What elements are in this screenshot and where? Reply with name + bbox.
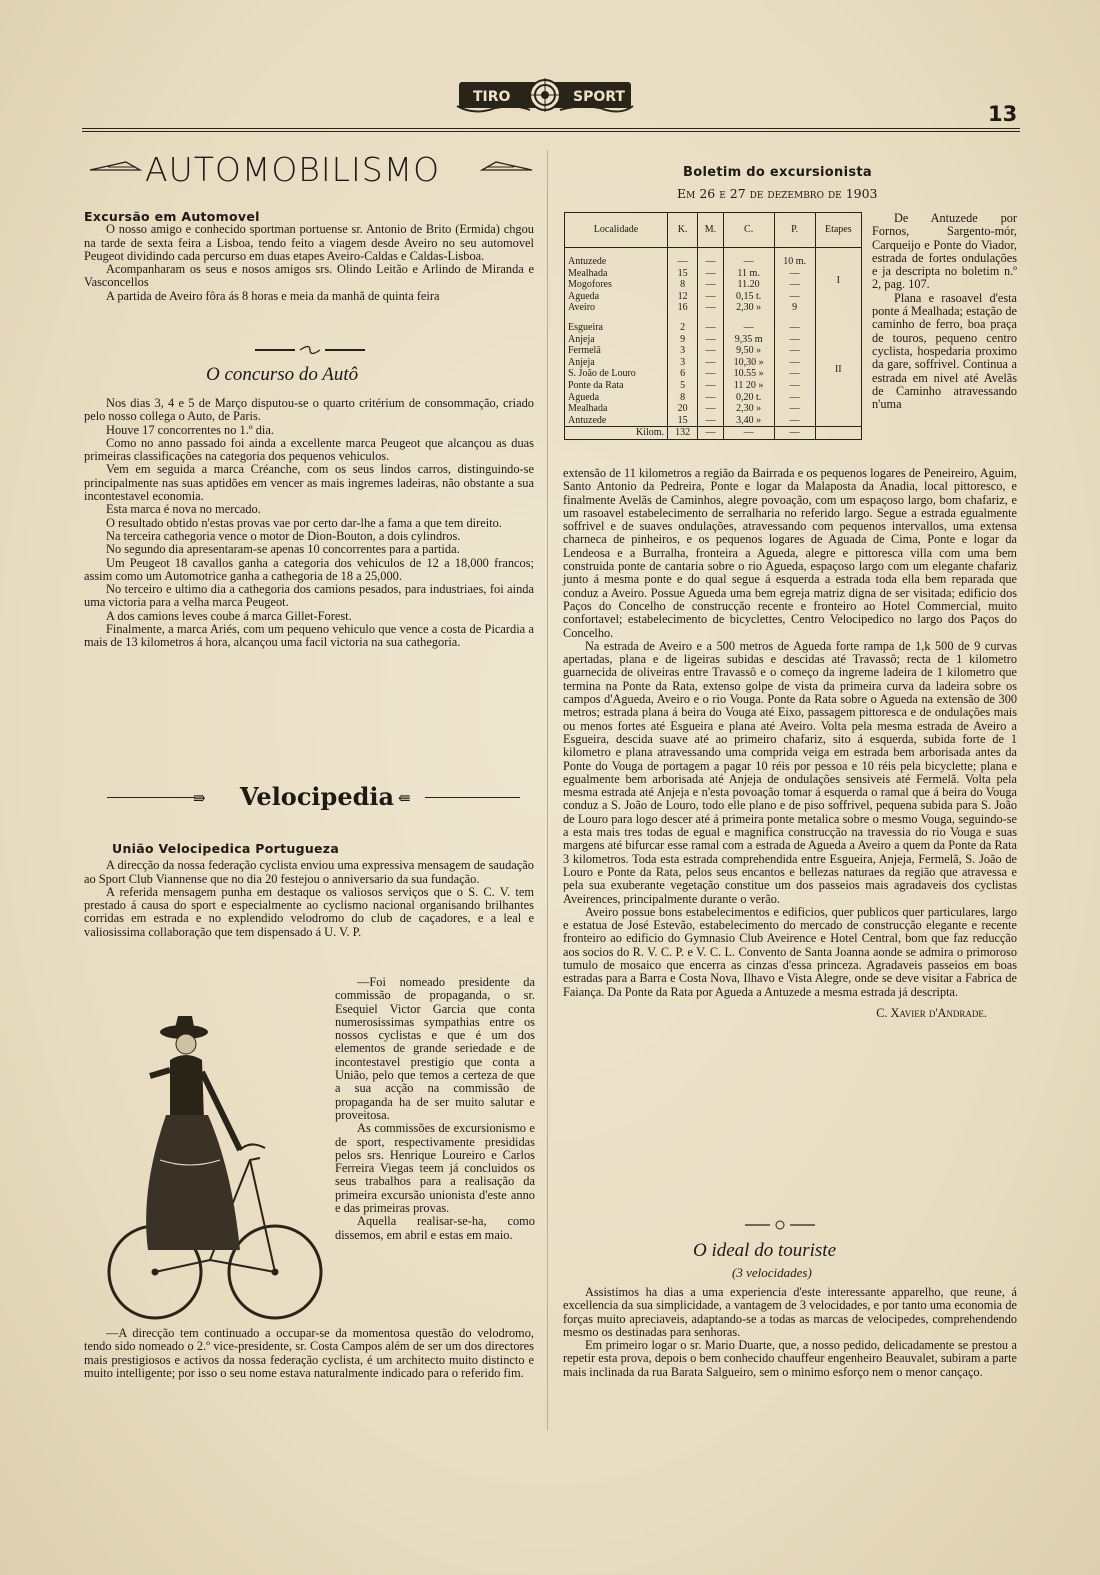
right-wing-ornament — [480, 158, 535, 174]
table-cell: 10,30 » — [723, 357, 774, 369]
paragraph: Nos dias 3, 4 e 5 de Março disputou-se o quarto critérium de consommação, criado pelo nosso collega o Auto, de Paris. — [84, 396, 534, 424]
boletim-table — [564, 212, 862, 440]
table-cell: — — [774, 368, 815, 380]
table-cell: — — [774, 357, 815, 369]
table-cell-localidade: Anjeja — [565, 334, 668, 346]
paragraph: Aquella realisar-se-ha, como dissemos, em abril e estas em maio. — [335, 1214, 535, 1242]
paragraph: extensão de 11 kilometros a região da Bairrada e os pequenos logares de Peneireiro, Aguim, Santo Antonio da Pedreira, Ponte e logar da Malaposta da Anadia, local pittoresco, e finalmente Avelãs de Caminhos, alegre povoação, com um espaçoso largo, bom chafariz, e um rasoavel estabelecimento de serralharia no referido largo. Segue a estrada egualmente soffrivel e de suaves ondulações, atravessando com pequenos intervallos, uma extensa charneca de pinheiros, e os pequenos logares de Aguada de Cima, Ponte e logar da Lendeosa e a Burralha, fronteira a Agueda, alegre e pittoresca villa com uma bem construida ponte de cantaria sobre o rio Agueda, espaçoso largo com um elegante chafariz junto á mesma ponte e do qual segue á esquerda a estrada toda ella bem reparada que conduz a Aveiro. Possue Agueda uma bem egreja matriz digna de ser visitada; edificio dos Paços do Concelho de construcção recente e fronteiro ao Hotel Commercial, muito confortavel; estabelecimento de bicyclettes, Centro Velocipedico no largo dos Paços do Concelho. — [563, 466, 1017, 640]
paragraph: A direcção da nossa federação cyclista enviou uma expressiva mensagem de saudação ao Sport Club Viannense que no dia 20 festejou o anniversario da sua fundação. — [84, 858, 534, 886]
table-cell-localidade: Agueda — [565, 291, 668, 303]
table-cell-etape: II — [815, 314, 861, 427]
table-cell: — — [698, 380, 723, 392]
excursao-article — [84, 210, 534, 303]
table-cell: 15 — [668, 415, 698, 427]
velocipedia-side-column — [335, 976, 535, 1242]
table-cell: — — [774, 268, 815, 280]
paragraph: Um Peugeot 18 cavallos ganha a categoria dos vehiculos de 12 a 18,000 francos; assim como um Automotrice ganha a cathegoria de 18 a 25,000. — [84, 555, 534, 583]
table-cell: 3 — [668, 357, 698, 369]
paragraph: Assistimos ha dias a uma experiencia d'este interessante apparelho, que reune, á excellencia da sua simplicidade, a vantagem de 3 velocidades, e por tanto uma economia de forças muito apreciaveis, adaptando-se a todas as marcas de velocipedes, comprehendendo mesmo os destinadas para senhoras. — [563, 1285, 1017, 1339]
col-header: M. — [698, 213, 723, 248]
table-cell-localidade: Aveiro — [565, 302, 668, 314]
table-cell: 9,35 m — [723, 334, 774, 346]
table-cell: 5 — [668, 380, 698, 392]
table-cell: — — [774, 427, 815, 440]
table-cell-localidade: Mealhada — [565, 268, 668, 280]
col-header: Etapes — [815, 213, 861, 248]
table-cell-etape: I — [815, 248, 861, 314]
table-cell-localidade: Antuzede — [565, 415, 668, 427]
right-arrow-ornament: ⇚ — [398, 789, 411, 807]
table-cell: — — [698, 368, 723, 380]
table-cell: 2,30 » — [723, 403, 774, 415]
paragraph: As commissões de excursionismo e de sport, respectivamente presididas pelos srs. Henrique Loureiro e Carlos Ferreira Viegas teem já concluidos os seus trabalhos para a realisação da primeira excursão unionista d'este anno e das primeiras provas. — [335, 1121, 535, 1216]
table-cell-localidade: Mealhada — [565, 403, 668, 415]
table-cell: 15 — [668, 268, 698, 280]
table-cell: — — [698, 415, 723, 427]
table-cell: — — [774, 291, 815, 303]
table-cell: — — [774, 334, 815, 346]
svg-text:SPORT: SPORT — [573, 89, 625, 105]
table-cell: 10 m. — [774, 248, 815, 268]
paragraph: Acompanharam os seus e nosos amigos srs. Olindo Leitão e Arlindo de Miranda e Vasconcellos — [84, 262, 534, 290]
column-separator — [547, 150, 548, 1430]
table-cell: — — [723, 314, 774, 334]
table-cell-localidade: Ponte da Rata — [565, 380, 668, 392]
col-header: P. — [774, 213, 815, 248]
table-cell-localidade: Agueda — [565, 392, 668, 404]
table-cell-localidade: Esgueira — [565, 314, 668, 334]
table-cell-localidade: Mogofores — [565, 279, 668, 291]
paragraph: Finalmente, a marca Ariés, com um pequeno vehiculo que vence a costa de Picardia a mais de 13 kilometros á hora, alcançou uma facil victoria na sua cathegoria. — [84, 622, 534, 650]
table-cell: 2 — [668, 314, 698, 334]
table-cell: — — [698, 314, 723, 334]
table-cell: 8 — [668, 392, 698, 404]
table-cell: — — [698, 334, 723, 346]
table-cell: 11 m. — [723, 268, 774, 280]
table-cell: 12 — [668, 291, 698, 303]
table-cell-localidade: Antuzede — [565, 248, 668, 268]
table-cell: — — [698, 268, 723, 280]
velocipedia-left-rule — [107, 797, 195, 798]
boletim-article — [563, 467, 1017, 1020]
paragraph: No segundo dia apresentaram-se apenas 10 concorrentes para a partida. — [106, 542, 460, 557]
paragraph: Na estrada de Aveiro e a 500 metros de Agueda forte rampa de 1,k 500 de 9 curvas apertadas, plana e de ligeiras subidas e descidas até Travassô; recta de 1 kilometro guarnecida de oliveiras entre Travassô e o começo da ingreme ladeira de 1 kilometro que termina na Ponte da Rata, extenso golpe de vista da primeira curva da ladeira sobre os campos d'Agueda, Aveiro e o rio Vouga. Ponte da Rata sobre o Agueda na extensão de 300 metros; estrada plana á beira do Vouga até Eixo, passagem pittoresca e de ondulações mais ou menos fortes até Esgueira e plana até Aveiro. Volta pela mesma estrada de Aveiro a Esgueira, descida suave até ao primeiro chafariz, sito á esquerda, subida forte de 1 kilometro e plana atravessando uma comprida veiga em estrada bem arborisada antes da Ponte do Vouga de portagem a pagar 10 réis por pessoa e 10 réis pela bicyclette; plana e egualmente bem arborisada até Anjeja de ondulações sensiveis até Fermelã. Volta pela mesma estrada até Anjeja e n'esta povoação tomar á esquerda o ramal que á beira do Vouga conduz a S. João de Louro, todo elle plano e de piso soffrivel, pequena subida para S. João de Louro para logo descer até á primeira ponte metalica sobre o mesmo Vouga, seguindo-se a esta mais tres todas de egual e magnifica construcção na travessia do rio Vouga e suas margens até bifurcar esse ramal com a estrada de Agueda a Aveiro a quem da Ponte da Rata 3 kilometros. Toda esta estrada comprehendida entre Esgueira, Anjeja, Fermelã, S. João de Louro e Ponte da Rata, pelos seus encantos e bellezas naturaes da região que atravessa e pela sua exuberante vegetação constitue um dos passeios mais agradaveis dos cyclistas Aveirences, principalmente durante o verão. — [563, 638, 1017, 906]
paragraph: A referida mensagem punha em destaque os valiosos serviços que o S. C. V. tem prestado á causa do sport e especialmente ao cyclismo nacional organisando brilhantes corridas em estrada e no explendido velodromo do club de caçadores, e a leal e valiosissima collaboração que tem dispensado á U. V. P. — [84, 884, 534, 939]
svg-text:TIRO: TIRO — [473, 89, 511, 105]
table-cell-localidade: Kilom. — [565, 427, 668, 440]
table-cell: — — [698, 302, 723, 314]
table-cell: — — [774, 345, 815, 357]
col-header: K. — [668, 213, 698, 248]
table-cell: 11 20 » — [723, 380, 774, 392]
col-header: Localidade — [565, 213, 668, 248]
table-cell: 0,20 t. — [723, 392, 774, 404]
left-arrow-ornament: ⇛ — [193, 789, 206, 807]
table-row — [565, 248, 862, 268]
table-cell: 6 — [668, 368, 698, 380]
velocipedia-title: Velocipedia — [240, 782, 395, 811]
table-cell-localidade: Fermelã — [565, 345, 668, 357]
table-cell: — — [668, 248, 698, 268]
signature: C. Xavier d'Andrade. — [876, 1005, 987, 1020]
table-row — [565, 427, 862, 440]
masthead-logo — [455, 76, 635, 116]
paragraph: Aveiro possue bons estabelecimentos e edificios, quer publicos quer particulares, largo e estatua de José Estevão, estabelecimento do mercado de construcção elegante e recente fronteiro ao edificio do Gymnasio Club Aveirence e Hotel Central, bom que faz reducção aos socios do R. V. C. P. e V. C. L. Convento de Santa Joanna aonde se admira o primoroso tumulo de mosaico que encerra as cinzas d'essa princeza. Agradaveis passeios em boas estradas para a Barra e Costa Nova, Ilhavo e Vista Alegre, onde se deve visitar a Fabrica de Faiança. Da Ponte da Rata por Agueda a Antuzede a mesma estrada já descripta. — [563, 904, 1017, 999]
left-wing-ornament — [88, 158, 143, 174]
table-cell: — — [723, 427, 774, 440]
table-cell-localidade: Anjeja — [565, 357, 668, 369]
page-number: 13 — [988, 102, 1018, 126]
paragraph: Houve 17 concorrentes no 1.º dia. — [106, 422, 274, 437]
table-cell: — — [698, 427, 723, 440]
uniao-article — [84, 842, 534, 939]
table-cell: 0,15 t. — [723, 291, 774, 303]
table-cell: 3,40 » — [723, 415, 774, 427]
paragraph: De Antuzede por Fornos, Sargento-mór, Carqueijo e Ponte do Viador, estrada de fortes ondulações e ja descripta no boletim n.º 2, pag. 107. — [872, 211, 1017, 292]
divider-ornament — [255, 345, 365, 355]
table-cell: — — [774, 380, 815, 392]
uniao-heading: União Velocipedica Portugueza — [112, 841, 340, 856]
header-rule — [82, 128, 1020, 129]
velocipedia-right-rule — [425, 797, 520, 798]
table-cell: — — [698, 403, 723, 415]
boletim-side-text — [872, 212, 1017, 411]
ideal-subheading: (3 velocidades) — [732, 1265, 812, 1280]
table-cell-etape — [815, 427, 861, 440]
paragraph: Na terceira cathegoria vence o motor de Dion-Bouton, a dois cylindros. — [106, 528, 461, 543]
table-cell: — — [698, 248, 723, 268]
table-cell: 8 — [668, 279, 698, 291]
table-cell-localidade: S. João de Louro — [565, 368, 668, 380]
table-cell: 132 — [668, 427, 698, 440]
concurso-heading: O concurso do Autô — [206, 364, 359, 385]
concurso-article — [84, 397, 534, 650]
boletim-date: Em 26 e 27 de dezembro de 1903 — [677, 186, 878, 201]
ideal-heading: O ideal do touriste — [693, 1240, 837, 1261]
paragraph: O nosso amigo e conhecido sportman portuense sr. Antonio de Brito (Ermida) chgou na tarde de sexta feira a Lisboa, tendo feito a viagem desde Aveiro no seu automovel Peugeot dividindo cada percurso em duas etapes Aveiro-Caldas e Caldas-Lisboa. — [84, 222, 534, 263]
table-cell: — — [698, 392, 723, 404]
velocipedia-last — [84, 1327, 534, 1380]
automobilismo-title: AUTOMOBILISMO — [145, 150, 441, 189]
cyclist-illustration — [100, 1010, 330, 1330]
table-cell: 16 — [668, 302, 698, 314]
table-cell: — — [774, 279, 815, 291]
table-cell: 3 — [668, 345, 698, 357]
paragraph: No terceiro e ultimo dia a cathegoria dos camions pesados, para industriaes, foi ainda uma victoria para a velha marca Peugeot. — [84, 582, 534, 610]
divider-ornament — [745, 1220, 815, 1230]
paragraph: O resultado obtido n'estas provas vae por certo dar-lhe a fama a que tem direito. — [106, 515, 502, 530]
paragraph: A dos camions leves coube á marca Gillet-Forest. — [106, 608, 352, 623]
table-cell: 9 — [668, 334, 698, 346]
paragraph: —Foi nomeado presidente da commissão de propaganda, o sr. Esequiel Victor Garcia que conta numerosissimas sympathias entre os nossos cyclistas e que é um dos elementos de grande seriedade e de incontestavel prestigio que conta a União, pelo que temos a certeza de que a sua acção na commissão de propaganda ha de ser muito salutar e proveitosa. — [335, 975, 535, 1122]
table-cell: — — [774, 392, 815, 404]
table-cell: — — [723, 248, 774, 268]
paragraph: Plana e rasoavel d'esta ponte á Mealhada; estação de caminho de ferro, boa praça de touros, pequeno centro cyclista, hospedaria proximo da gare, soffrivel. Continua a estrada em nivel até Avelãs de Caminho atravessando n'uma — [872, 290, 1017, 412]
table-cell: — — [698, 357, 723, 369]
boletim-title: Boletim do excursionista — [683, 165, 872, 180]
table-cell: — — [774, 314, 815, 334]
table-cell: 9 — [774, 302, 815, 314]
table-cell: 2,30 » — [723, 302, 774, 314]
col-header: C. — [723, 213, 774, 248]
table-cell: 20 — [668, 403, 698, 415]
table-cell: — — [774, 415, 815, 427]
paragraph: Como no anno passado foi ainda a excellente marca Peugeot que alcançou as duas primeiras classificações na categoria dos pequenos vehiculos. — [84, 435, 534, 464]
ideal-article — [563, 1286, 1017, 1379]
paragraph: A partida de Aveiro fôra ás 8 horas e meia da manhã de quinta feira — [106, 288, 440, 303]
excursao-heading: Excursão em Automovel — [84, 209, 260, 224]
header-rule-2 — [82, 131, 1020, 132]
paragraph: Esta marca é nova no mercado. — [106, 502, 261, 517]
table-cell: — — [698, 279, 723, 291]
table-cell: — — [698, 345, 723, 357]
table-cell: — — [698, 291, 723, 303]
table-cell: 10.55 » — [723, 368, 774, 380]
table-row — [565, 314, 862, 334]
paragraph: Vem em seguida a marca Créanche, com os seus lindos carros, distinguindo-se principalmente nas suas aptidões em vencer as mais ingremes ladeiras, não obstante a sua incontestavel economia. — [84, 462, 534, 504]
table-cell: 11.20 — [723, 279, 774, 291]
table-cell: 9,50 » — [723, 345, 774, 357]
paragraph: Em primeiro logar o sr. Mario Duarte, que, a nosso pedido, delicadamente se prestou a repetir esta prova, depois o bem conhecido chauffeur engenheiro Beauvalet, subiram a parte mais inclinada da rua Barata Salgueiro, sem o minimo esforço nem o menor cançaço. — [563, 1338, 1017, 1379]
paragraph: —A direcção tem continuado a occupar-se da momentosa questão do velodromo, tendo sido nomeado o 2.º vice-presidente, sr. Costa Campos além de ser um dos directores mais prestigiosos e activos da nossa federação cyclista, é um architecto muito distincto e muito intelligente; por isso o seu nome estava naturalmente indicado para o referido fim. — [84, 1326, 534, 1380]
table-cell: — — [774, 403, 815, 415]
